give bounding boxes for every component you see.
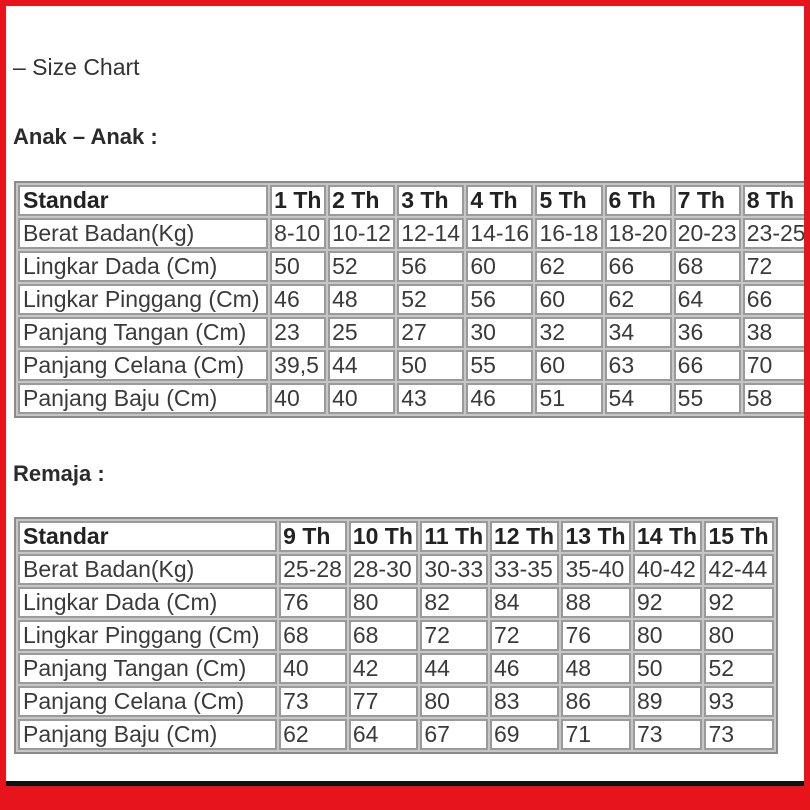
table-row [18, 317, 806, 348]
header-cell-age: 6 Th [605, 185, 672, 216]
value-cell: 46 [490, 653, 559, 684]
table-header-row [18, 521, 774, 552]
value-cell: 54 [605, 383, 672, 414]
table-row [18, 686, 774, 717]
page-heading: – Size Chart [13, 54, 140, 80]
header-cell-age: 13 Th [561, 521, 630, 552]
value-cell: 92 [704, 587, 774, 618]
value-cell: 33-35 [490, 554, 559, 585]
value-cell: 44 [420, 653, 488, 684]
value-cell: 34 [605, 317, 672, 348]
header-cell-age: 14 Th [633, 521, 702, 552]
row-label-cell: Panjang Celana (Cm) [18, 686, 277, 717]
value-cell: 46 [270, 284, 326, 315]
value-cell: 72 [420, 620, 488, 651]
value-cell: 38 [743, 317, 806, 348]
value-cell: 88 [561, 587, 630, 618]
table-row [18, 554, 774, 585]
value-cell: 69 [490, 719, 559, 750]
value-cell: 77 [349, 686, 418, 717]
value-cell: 68 [349, 620, 418, 651]
header-cell-standar: Standar [18, 185, 268, 216]
value-cell: 46 [466, 383, 533, 414]
value-cell: 66 [743, 284, 806, 315]
value-cell: 93 [704, 686, 774, 717]
value-cell: 52 [328, 251, 395, 282]
value-cell: 73 [279, 686, 347, 717]
row-label-cell: Lingkar Dada (Cm) [18, 251, 268, 282]
section-title-remaja: Remaja : [13, 461, 105, 486]
value-cell: 56 [397, 251, 464, 282]
table-row [18, 587, 774, 618]
header-cell-age: 1 Th [270, 185, 326, 216]
value-cell: 42 [349, 653, 418, 684]
value-cell: 27 [397, 317, 464, 348]
value-cell: 40 [328, 383, 395, 414]
value-cell: 50 [633, 653, 702, 684]
value-cell: 48 [328, 284, 395, 315]
value-cell: 23 [270, 317, 326, 348]
value-cell: 83 [490, 686, 559, 717]
header-cell-age: 4 Th [466, 185, 533, 216]
value-cell: 55 [674, 383, 741, 414]
value-cell: 36 [674, 317, 741, 348]
value-cell: 89 [633, 686, 702, 717]
value-cell: 62 [605, 284, 672, 315]
section-title-anak: Anak – Anak : [13, 124, 158, 149]
value-cell: 56 [466, 284, 533, 315]
value-cell: 62 [279, 719, 347, 750]
row-label-cell: Lingkar Pinggang (Cm) [18, 620, 277, 651]
header-cell-age: 8 Th [743, 185, 806, 216]
value-cell: 43 [397, 383, 464, 414]
bottom-border-bar [0, 781, 810, 810]
row-label-cell: Panjang Celana (Cm) [18, 350, 268, 381]
header-cell-age: 7 Th [674, 185, 741, 216]
value-cell: 10-12 [328, 218, 395, 249]
value-cell: 25 [328, 317, 395, 348]
header-cell-age: 10 Th [349, 521, 418, 552]
header-cell-age: 2 Th [328, 185, 395, 216]
table-row [18, 350, 806, 381]
value-cell: 68 [674, 251, 741, 282]
value-cell: 60 [466, 251, 533, 282]
value-cell: 76 [561, 620, 630, 651]
value-cell: 68 [279, 620, 347, 651]
value-cell: 67 [420, 719, 488, 750]
value-cell: 40-42 [633, 554, 702, 585]
value-cell: 32 [535, 317, 602, 348]
table-row [18, 383, 806, 414]
value-cell: 76 [279, 587, 347, 618]
header-cell-age: 11 Th [420, 521, 488, 552]
value-cell: 42-44 [704, 554, 774, 585]
value-cell: 12-14 [397, 218, 464, 249]
row-label-cell: Panjang Tangan (Cm) [18, 317, 268, 348]
value-cell: 30 [466, 317, 533, 348]
header-cell-standar: Standar [18, 521, 277, 552]
table-row [18, 620, 774, 651]
value-cell: 64 [674, 284, 741, 315]
value-cell: 40 [270, 383, 326, 414]
value-cell: 73 [704, 719, 774, 750]
value-cell: 14-16 [466, 218, 533, 249]
row-label-cell: Panjang Tangan (Cm) [18, 653, 277, 684]
value-cell: 8-10 [270, 218, 326, 249]
value-cell: 28-30 [349, 554, 418, 585]
value-cell: 80 [349, 587, 418, 618]
value-cell: 55 [466, 350, 533, 381]
value-cell: 51 [535, 383, 602, 414]
value-cell: 71 [561, 719, 630, 750]
value-cell: 18-20 [605, 218, 672, 249]
value-cell: 80 [420, 686, 488, 717]
value-cell: 70 [743, 350, 806, 381]
value-cell: 20-23 [674, 218, 741, 249]
header-cell-age: 5 Th [535, 185, 602, 216]
header-cell-age: 3 Th [397, 185, 464, 216]
value-cell: 25-28 [279, 554, 347, 585]
table-header-row [18, 185, 806, 216]
value-cell: 73 [633, 719, 702, 750]
row-label-cell: Berat Badan(Kg) [18, 554, 277, 585]
table-row [18, 284, 806, 315]
value-cell: 16-18 [535, 218, 602, 249]
header-cell-age: 12 Th [490, 521, 559, 552]
value-cell: 72 [743, 251, 806, 282]
value-cell: 39,5 [270, 350, 326, 381]
value-cell: 23-25 [743, 218, 806, 249]
row-label-cell: Panjang Baju (Cm) [18, 383, 268, 414]
row-label-cell: Berat Badan(Kg) [18, 218, 268, 249]
value-cell: 50 [270, 251, 326, 282]
value-cell: 30-33 [420, 554, 488, 585]
value-cell: 82 [420, 587, 488, 618]
value-cell: 92 [633, 587, 702, 618]
table-row [18, 218, 806, 249]
value-cell: 48 [561, 653, 630, 684]
row-label-cell: Lingkar Dada (Cm) [18, 587, 277, 618]
table-row [18, 251, 806, 282]
value-cell: 63 [605, 350, 672, 381]
row-label-cell: Lingkar Pinggang (Cm) [18, 284, 268, 315]
value-cell: 52 [397, 284, 464, 315]
header-cell-age: 15 Th [704, 521, 774, 552]
value-cell: 40 [279, 653, 347, 684]
table-row [18, 719, 774, 750]
value-cell: 60 [535, 284, 602, 315]
value-cell: 84 [490, 587, 559, 618]
value-cell: 80 [633, 620, 702, 651]
value-cell: 44 [328, 350, 395, 381]
size-table-anak [14, 181, 806, 418]
value-cell: 52 [704, 653, 774, 684]
value-cell: 66 [674, 350, 741, 381]
value-cell: 66 [605, 251, 672, 282]
value-cell: 35-40 [561, 554, 630, 585]
value-cell: 60 [535, 350, 602, 381]
value-cell: 72 [490, 620, 559, 651]
row-label-cell: Panjang Baju (Cm) [18, 719, 277, 750]
value-cell: 58 [743, 383, 806, 414]
header-cell-age: 9 Th [279, 521, 347, 552]
value-cell: 50 [397, 350, 464, 381]
table-row [18, 653, 774, 684]
size-table-remaja [14, 517, 778, 754]
value-cell: 62 [535, 251, 602, 282]
value-cell: 64 [349, 719, 418, 750]
value-cell: 80 [704, 620, 774, 651]
value-cell: 86 [561, 686, 630, 717]
